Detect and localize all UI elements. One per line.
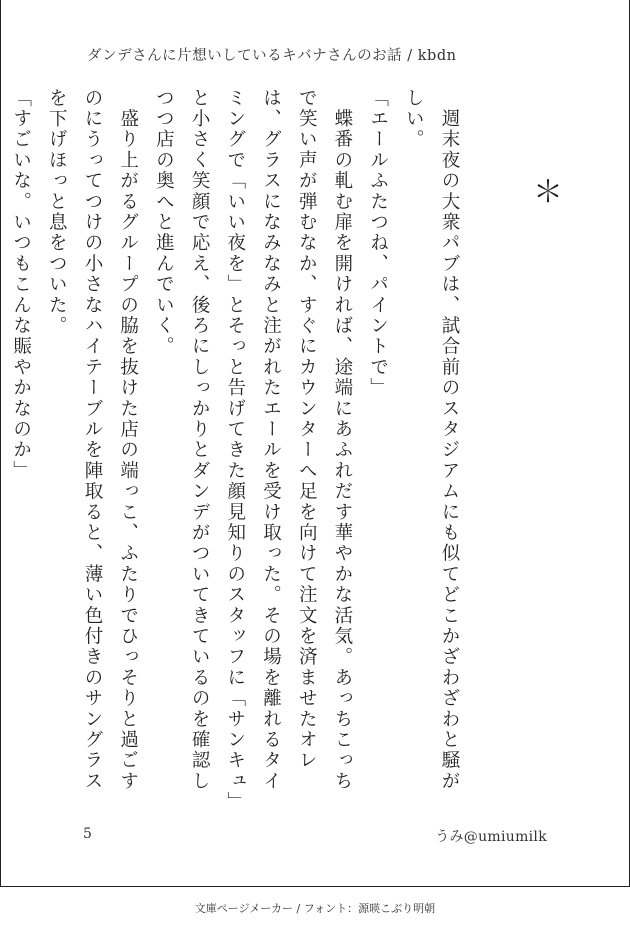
paragraph: 週末夜の大衆パブは、試合前のスタジアムにも似てどこかざわざわと騒がしい。 — [403, 88, 460, 792]
author-credit: うみ@umiumilk — [435, 829, 547, 845]
page-number: 5 — [83, 826, 92, 842]
paragraph: 蝶番の軋む扉を開ければ、途端にあふれだす華やかな活気。あっちこっちで笑い声が弾むなか、すぐにカウンターへ足を向けて注文を済ませたオレは、グラスになみなみと注がれたエールを受け取った。その場を離れるタイミングで「いい夜を」とそっと告げてきた顔見知りのスタッフに「サンキュ」と小さく笑顔で応え、後ろにしっかりとダンデがついてきているのを確認しつつ店の奥へと進んでいく。 — [153, 88, 353, 804]
section-mark: ＊ — [533, 175, 563, 210]
vertical-body-text — [10, 88, 467, 808]
paragraph: 「エールふたつね、パイントで」 — [367, 88, 389, 399]
generator-credit: 文庫ページメーカー / フォント：源暎こぶり明朝 — [194, 902, 436, 915]
paragraph: 「すごいな。いつもこんな賑やかなのか」 — [10, 88, 32, 482]
running-header: ダンデさんに片想いしているキバナさんのお話 / kbdn — [87, 48, 457, 64]
paragraph: 盛り上がるグループの脇を抜けた店の端っこ、ふたりでひっそりと過ごすのにうってつけの小さなハイテーブルを陣取ると、薄い色付きのサングラスを下げほっと息をついた。 — [46, 88, 139, 792]
